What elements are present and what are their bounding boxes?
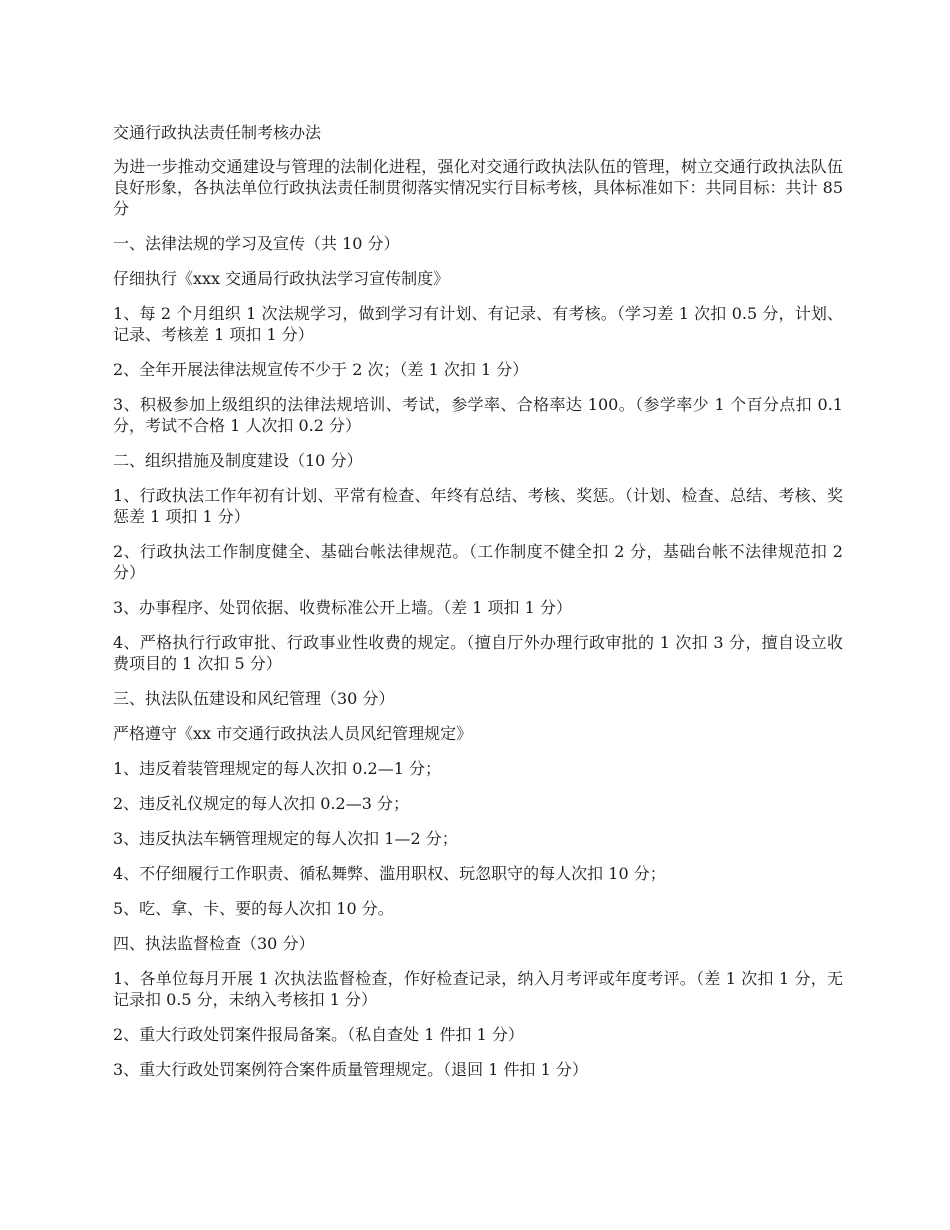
section-3-item-3: 3、违反执法车辆管理规定的每人次扣 1—2 分； — [113, 829, 458, 848]
document-page — [113, 122, 843, 1094]
section-3-item-5: 5、吃、拿、卡、要的每人次扣 10 分。 — [113, 899, 394, 918]
section-2-item-1: 1、行政执法工作年初有计划、平常有检查、年终有总结、考核、奖惩。（计划、检查、总结、考核、奖惩差 1 项扣 1 分） — [113, 486, 843, 526]
section-heading-3: 三、执法队伍建设和风纪管理（30 分） — [113, 689, 395, 708]
section-4-item-1: 1、各单位每月开展 1 次执法监督检查，作好检查记录，纳入月考评或年度考评。（差 1 次扣 1 分，无记录扣 0.5 分，未纳入考核扣 1 分） — [113, 969, 843, 1009]
section-3-item-1: 1、违反着装管理规定的每人次扣 0.2—1 分； — [113, 759, 441, 778]
section-2-item-4: 4、严格执行行政审批、行政事业性收费的规定。（擅自厅外办理行政审批的 1 次扣 3 分，擅自设立收费项目的 1 次扣 5 分） — [113, 633, 843, 673]
section-2-item-2: 2、行政执法工作制度健全、基础台帐法律规范。（工作制度不健全扣 2 分，基础台帐不法律规范扣 2 分） — [113, 542, 843, 582]
section-heading-2: 二、组织措施及制度建设（10 分） — [113, 451, 363, 470]
intro-paragraph: 为进一步推动交通建设与管理的法制化进程，强化对交通行政执法队伍的管理，树立交通行政执法队伍良好形象，各执法单位行政执法责任制贯彻落实情况实行目标考核，具体标准如下：共同目标：共计 85 分 — [113, 157, 843, 218]
document-title: 交通行政执法责任制考核办法 — [113, 123, 322, 142]
section-heading-1: 一、法律法规的学习及宣传（共 10 分） — [113, 234, 400, 253]
section-1-item-1: 1、每 2 个月组织 1 次法规学习，做到学习有计划、有记录、有考核。（学习差 1 次扣 0.5 分，计划、记录、考核差 1 项扣 1 分） — [113, 304, 843, 344]
section-4-item-3: 3、重大行政处罚案例符合案件质量管理规定。（退回 1 件扣 1 分） — [113, 1060, 588, 1079]
section-3-item-4: 4、不仔细履行工作职责、循私舞弊、滥用职权、玩忽职守的每人次扣 10 分； — [113, 864, 666, 883]
section-1-item-2: 2、全年开展法律法规宣传不少于 2 次；（差 1 次扣 1 分） — [113, 360, 529, 379]
section-3-reference: 严格遵守《xx 市交通行政执法人员风纪管理规定》 — [113, 724, 473, 743]
section-2-item-3: 3、办事程序、处罚依据、收费标准公开上墙。（差 1 项扣 1 分） — [113, 598, 572, 617]
section-3-item-2: 2、违反礼仪规定的每人次扣 0.2—3 分； — [113, 794, 409, 813]
section-1-reference: 仔细执行《xxx 交通局行政执法学习宣传制度》 — [113, 269, 450, 288]
section-4-item-2: 2、重大行政处罚案件报局备案。（私自查处 1 件扣 1 分） — [113, 1025, 524, 1044]
section-heading-4: 四、执法监督检查（30 分） — [113, 934, 315, 953]
section-1-item-3: 3、积极参加上级组织的法律法规培训、考试，参学率、合格率达 100。（参学率少 1 个百分点扣 0.1 分，考试不合格 1 人次扣 0.2 分） — [113, 395, 843, 435]
